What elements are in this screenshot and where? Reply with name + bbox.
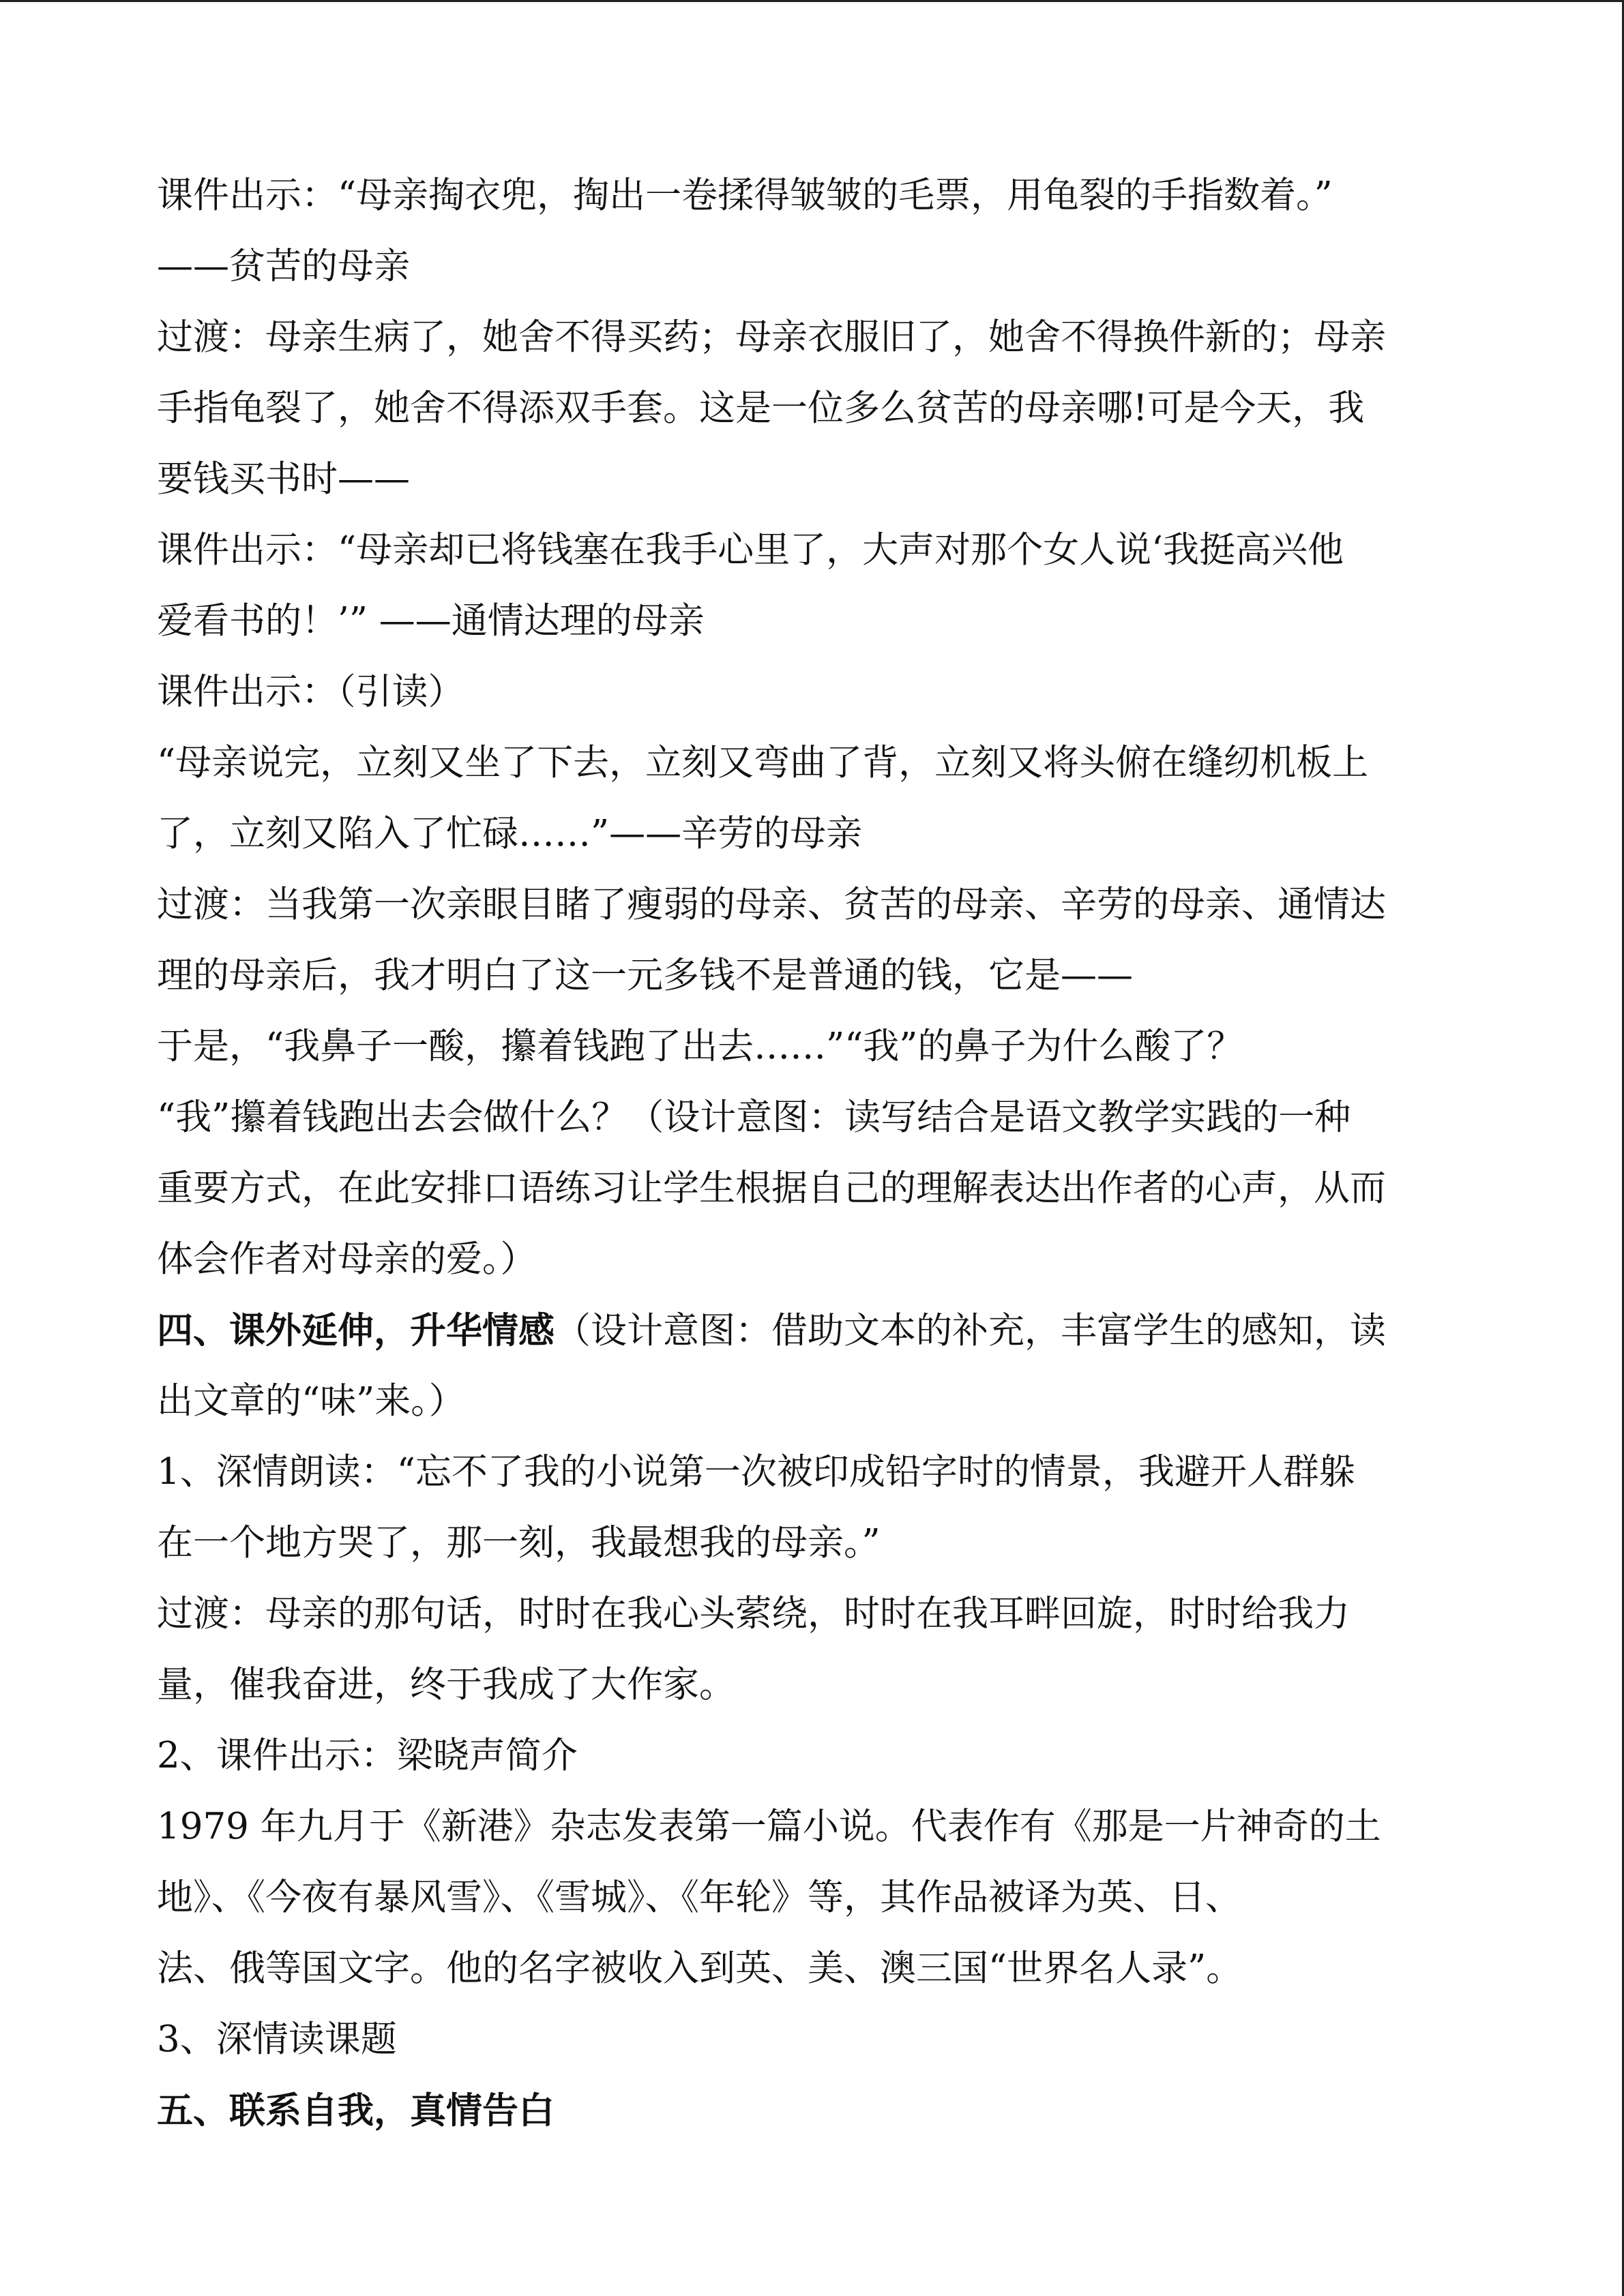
text-line: 课件出示：“母亲掏衣兜，掏出一卷揉得皱皱的毛票，用龟裂的手指数着。”: [157, 175, 1333, 216]
text-line: 课件出示：（引读）: [157, 671, 464, 713]
text-line: “我”攥着钱跑出去会做什么？（设计意图：读写结合是语文教学实践的一种: [157, 1097, 1351, 1138]
text-line: 2、课件出示：梁晓声简介: [157, 1735, 578, 1776]
section-5-heading: 五、联系自我，真情告白: [157, 2089, 555, 2132]
text-line: 过渡：母亲的那句话，时时在我心头萦绕，时时在我耳畔回旋，时时给我力: [157, 1593, 1350, 1635]
text-line: 要钱买书时——: [157, 458, 410, 500]
text-line: 了，立刻又陷入了忙碌……”——辛劳的母亲: [157, 813, 863, 854]
text-line: ——贫苦的母亲: [157, 245, 410, 287]
page-border-top: [0, 0, 1624, 2]
text-line: 3、深情读课题: [157, 2018, 397, 2060]
text-line: 地》、《今夜有暴风雪》、《雪城》、《年轮》等，其作品被译为英、日、: [157, 1877, 1241, 1918]
text-line: 在一个地方哭了，那一刻，我最想我的母亲。”: [157, 1522, 881, 1564]
text-line: 理的母亲后，我才明白了这一元多钱不是普通的钱，它是——: [157, 955, 1133, 996]
text-line: 法、俄等国文字。他的名字被收入到英、美、澳三国“世界名人录”。: [157, 1948, 1243, 1989]
text-line: 手指龟裂了，她舍不得添双手套。这是一位多么贫苦的母亲哪!可是今天，我: [157, 387, 1365, 429]
text-line: 爱看书的！’” ——通情达理的母亲: [157, 600, 705, 642]
text-line: 1979 年九月于《新港》杂志发表第一篇小说。代表作有《那是一片神奇的土: [157, 1806, 1381, 1847]
text-line: 过渡：母亲生病了，她舍不得买药；母亲衣服旧了，她舍不得换件新的；母亲: [157, 316, 1386, 358]
text-line: 出文章的“味”来。）: [157, 1380, 465, 1422]
text-line: 重要方式，在此安排口语练习让学生根据自己的理解表达出作者的心声，从而: [157, 1167, 1386, 1209]
text-line: “母亲说完，立刻又坐了下去，立刻又弯曲了背，立刻又将头俯在缝纫机板上: [157, 742, 1369, 784]
section-5-line: [157, 2075, 1470, 2146]
text-line: 课件出示：“母亲却已将钱塞在我手心里了，大声对那个女人说‘我挺高兴他: [157, 529, 1344, 571]
text-line: 量，催我奋进，终于我成了大作家。: [157, 1664, 735, 1705]
section-4-note: （设计意图：借助文本的补充，丰富学生的感知，读: [555, 1310, 1386, 1352]
section-4-heading: 四、课外延伸，升华情感: [157, 1309, 555, 1352]
text-line: 于是，“我鼻子一酸，攥着钱跑了出去……”“我”的鼻子为什么酸了？: [157, 1026, 1243, 1067]
section-4-line: [157, 1295, 1470, 1366]
text-line: 体会作者对母亲的爱。）: [157, 1238, 537, 1280]
text-line: 1、深情朗读：“忘不了我的小说第一次被印成铅字时的情景，我避开人群躲: [157, 1451, 1355, 1493]
document-body: [157, 160, 1470, 2146]
text-line: 过渡：当我第一次亲眼目睹了瘦弱的母亲、贫苦的母亲、辛劳的母亲、通情达: [157, 884, 1386, 925]
